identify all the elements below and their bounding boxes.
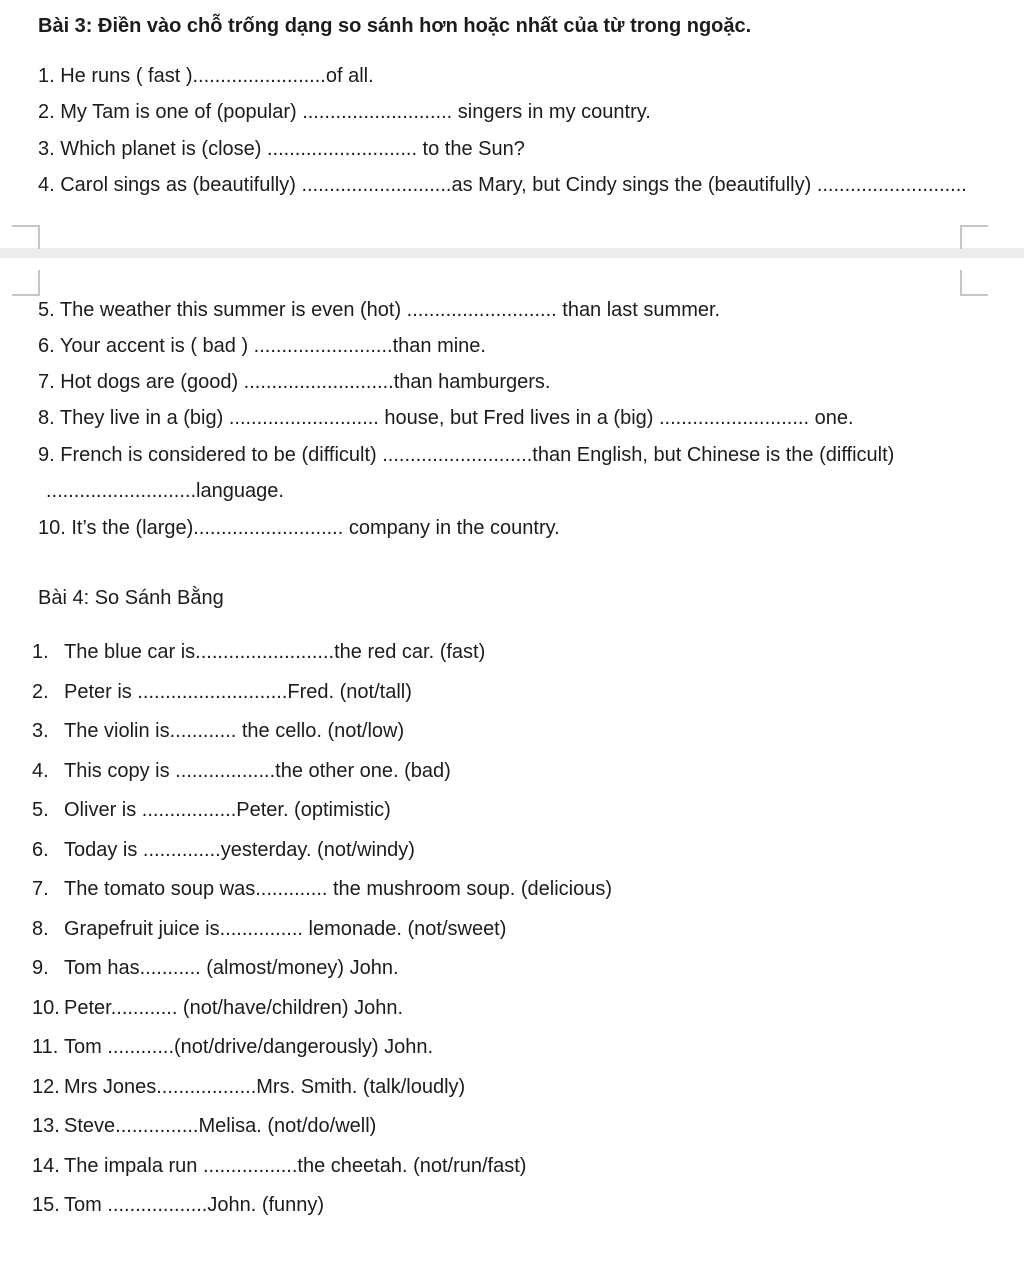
item-number: 14. <box>32 1155 60 1177</box>
item-number: 8. <box>32 918 49 940</box>
item-number: 3. <box>32 720 49 742</box>
exercise-4-item <box>32 640 485 664</box>
item-number: 6. <box>32 839 49 861</box>
exercise-4-item <box>32 1154 526 1178</box>
section-3-title: Bài 3: Điền vào chỗ trống dạng so sánh hơn hoặc nhất của từ trong ngoặc. <box>38 15 752 37</box>
exercise-3-item: 1. He runs ( fast )........................of all. <box>38 65 374 87</box>
exercise-4-item <box>32 1193 324 1217</box>
page-corner-mark <box>960 270 988 296</box>
item-text: Oliver is .................Peter. (optimistic) <box>64 799 391 821</box>
exercise-3-item: 10. It’s the (large)........................... company in the country. <box>38 517 560 539</box>
page-corner-mark <box>960 225 988 249</box>
exercise-4-item <box>32 1075 465 1099</box>
exercise-4-item <box>32 759 451 783</box>
exercise-4-item <box>32 1114 376 1138</box>
exercise-3-item: 6. Your accent is ( bad ) .........................than mine. <box>38 335 486 357</box>
exercise-4-item <box>32 838 415 862</box>
item-text: The violin is............ the cello. (not/low) <box>64 720 405 742</box>
exercise-3-item: 8. They live in a (big) ........................... house, but Fred lives in a (big) ........................... one. <box>38 407 854 429</box>
item-number: 11. <box>32 1036 59 1058</box>
exercise-4-item <box>32 719 404 743</box>
exercise-3-item: 9. French is considered to be (difficult) ...........................than English, but Chinese is the (difficult) <box>38 444 895 466</box>
exercise-3-item: 5. The weather this summer is even (hot) ........................... than last summer. <box>38 299 721 321</box>
item-text: Steve...............Melisa. (not/do/well) <box>64 1115 377 1137</box>
section-4-title: Bài 4: So Sánh Bằng <box>38 587 224 609</box>
item-number: 10. <box>32 997 60 1019</box>
item-text: Tom ..................John. (funny) <box>64 1194 325 1216</box>
item-number: 9. <box>32 957 49 979</box>
item-number: 12. <box>32 1076 60 1098</box>
page-separator <box>0 248 1024 258</box>
item-text: Peter............ (not/have/children) John. <box>64 997 404 1019</box>
exercise-4-item <box>32 798 391 822</box>
item-text: Mrs Jones..................Mrs. Smith. (talk/loudly) <box>64 1076 466 1098</box>
item-number: 7. <box>32 878 49 900</box>
item-text: Tom ............(not/drive/dangerously) John. <box>64 1036 434 1058</box>
item-text: Peter is ...........................Fred. (not/tall) <box>64 681 412 703</box>
exercise-3-item: 7. Hot dogs are (good) ...........................than hamburgers. <box>38 371 551 393</box>
item-number: 13. <box>32 1115 60 1137</box>
exercise-3-item: 3. Which planet is (close) ........................... to the Sun? <box>38 138 525 160</box>
page-corner-mark <box>12 270 40 296</box>
item-text: The tomato soup was............. the mushroom soup. (delicious) <box>64 878 613 900</box>
item-number: 5. <box>32 799 49 821</box>
item-text: Grapefruit juice is............... lemonade. (not/sweet) <box>64 918 507 940</box>
exercise-3-item-continuation: ...........................language. <box>46 480 284 502</box>
exercise-4-item <box>32 917 506 941</box>
exercise-3-item: 4. Carol sings as (beautifully) ...........................as Mary, but Cindy sings the (beautifully) ........................... <box>38 174 967 196</box>
item-number: 15. <box>32 1194 60 1216</box>
exercise-3-item: 2. My Tam is one of (popular) ........................... singers in my country. <box>38 101 651 123</box>
item-text: The impala run .................the cheetah. (not/run/fast) <box>64 1155 527 1177</box>
item-text: The blue car is.........................the red car. (fast) <box>64 641 486 663</box>
item-text: Tom has........... (almost/money) John. <box>64 957 399 979</box>
item-number: 4. <box>32 760 49 782</box>
item-text: This copy is ..................the other one. (bad) <box>64 760 451 782</box>
exercise-4-item <box>32 680 412 704</box>
exercise-4-item <box>32 877 612 901</box>
item-text: Today is ..............yesterday. (not/windy) <box>64 839 415 861</box>
exercise-4-item <box>32 1035 433 1059</box>
item-number: 2. <box>32 681 49 703</box>
page-corner-mark <box>12 225 40 249</box>
item-number: 1. <box>32 641 49 663</box>
exercise-4-item <box>32 996 403 1020</box>
exercise-4-item <box>32 956 399 980</box>
